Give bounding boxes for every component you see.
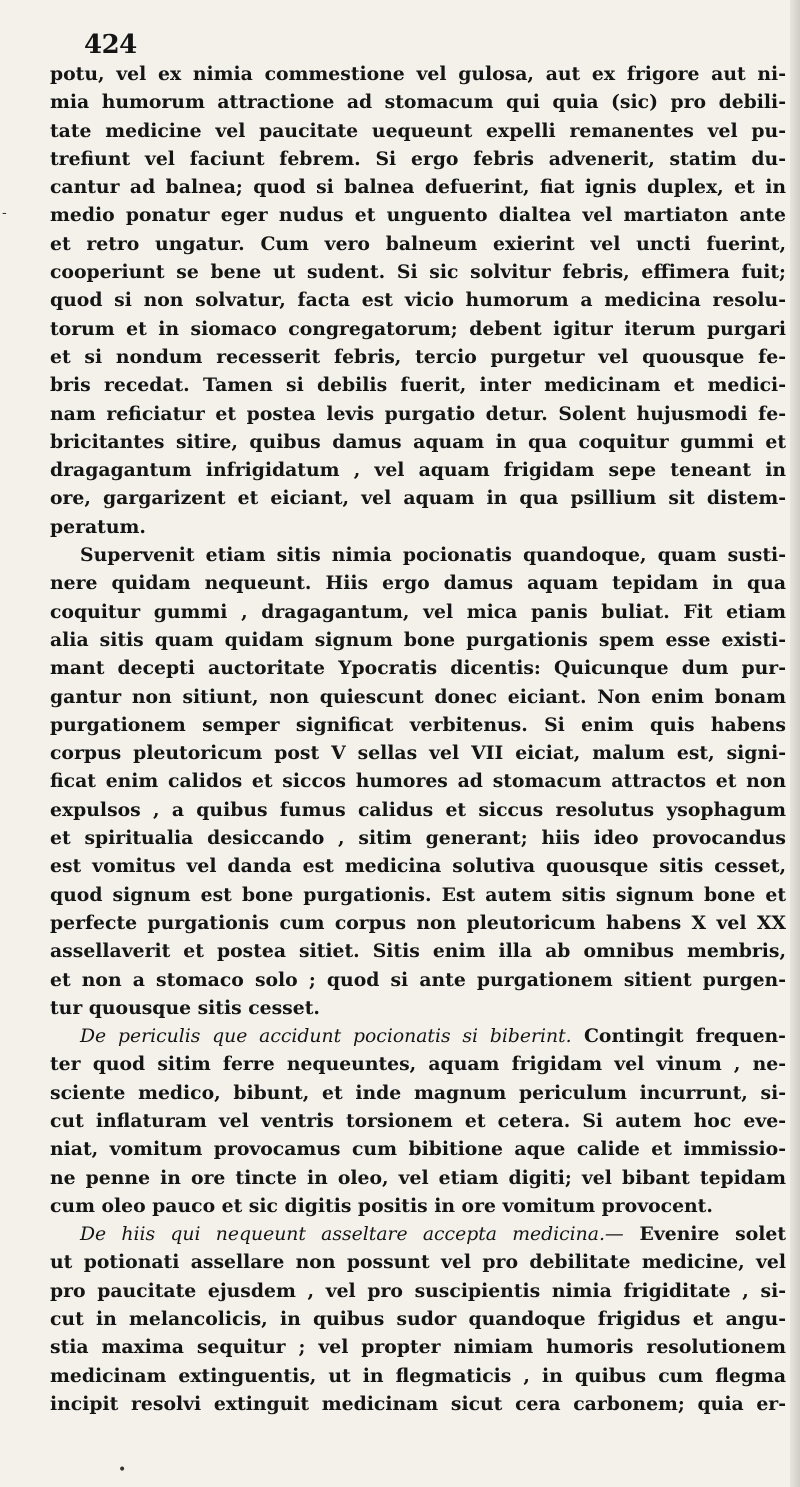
text-line bbox=[50, 258, 786, 286]
line-text: trefiunt vel faciunt febrem. Si ergo febris advenerit, statim du- bbox=[50, 147, 786, 170]
text-line bbox=[50, 88, 786, 116]
text-line bbox=[50, 626, 786, 654]
line-text: nam reficiatur et postea levis purgatio detur. Solent hujusmodi fe- bbox=[50, 402, 786, 425]
text-line bbox=[50, 428, 786, 456]
text-line bbox=[50, 1050, 786, 1078]
text-line bbox=[50, 230, 786, 258]
text-line bbox=[50, 343, 786, 371]
text-line bbox=[50, 1390, 786, 1418]
ink-speck: • bbox=[118, 1462, 127, 1478]
text-line bbox=[50, 1079, 786, 1107]
text-line bbox=[50, 824, 786, 852]
line-text: ore, gargarizent et eiciant, vel aquam in qua psillium sit distem- bbox=[50, 487, 786, 510]
line-text: quod si non solvatur, facta est vicio humorum a medicina resolu- bbox=[50, 289, 786, 312]
text-line bbox=[50, 315, 786, 343]
line-text: gantur non sitiunt, non quiescunt donec eiciant. Non enim bonam bbox=[50, 685, 786, 708]
line-text: torum et in siomaco congregatorum; debent igitur iterum purgari bbox=[50, 317, 786, 340]
text-line bbox=[50, 994, 786, 1022]
text-line bbox=[50, 739, 786, 767]
line-text: cantur ad balnea; quod si balnea defuerint, fiat ignis duplex, et in bbox=[50, 176, 786, 199]
line-text: Supervenit etiam sitis nimia pocionatis quandoque, quam susti- bbox=[80, 544, 786, 567]
page-number: 424 bbox=[84, 30, 137, 60]
line-text: quod signum est bone purgationis. Est autem sitis signum bone et bbox=[50, 883, 786, 906]
text-line bbox=[50, 1333, 786, 1361]
text-line bbox=[50, 286, 786, 314]
line-text: perfecte purgationis cum corpus non pleutoricum habens X vel XX bbox=[50, 911, 786, 934]
text-line bbox=[50, 1192, 786, 1220]
text-line bbox=[50, 513, 786, 541]
line-text: purgationem semper significat verbitenus. Si enim quis habens bbox=[50, 713, 786, 736]
ink-speck: - bbox=[2, 205, 7, 221]
text-line bbox=[50, 598, 786, 626]
line-text: et si nondum recesserit febris, tercio purgetur vel quousque fe- bbox=[50, 345, 786, 368]
line-text: stia maxima sequitur ; vel propter nimiam humoris resolutionem bbox=[50, 1336, 786, 1359]
line-text: bricitantes sitire, quibus damus aquam in qua coquitur gummi et bbox=[50, 430, 786, 453]
line-text: peratum. bbox=[50, 515, 146, 538]
line-text: pro paucitate ejusdem , vel pro suscipientis nimia frigiditate , si- bbox=[50, 1279, 786, 1302]
line-text: mant decepti auctoritate Ypocratis dicentis: Quicunque dum pur- bbox=[50, 657, 786, 680]
line-text: et spiritualia desiccando , sitim generant; hiis ideo provocandus bbox=[50, 827, 786, 850]
line-text: medicinam extinguentis, ut in flegmaticis , in quibus cum flegma bbox=[50, 1364, 786, 1387]
line-text: bris recedat. Tamen si debilis fuerit, inter medicinam et medici- bbox=[50, 374, 786, 397]
line-text: expulsos , a quibus fumus calidus et siccus resolutus ysophagum bbox=[50, 798, 786, 821]
line-text: cut in melancolicis, in quibus sudor quandoque frigidus et angu- bbox=[50, 1308, 786, 1331]
text-line bbox=[50, 683, 786, 711]
line-text: mia humorum attractione ad stomacum qui quia (sic) pro debili- bbox=[50, 91, 786, 114]
text-line bbox=[50, 173, 786, 201]
text-line bbox=[50, 1107, 786, 1135]
section-rubric: De periculis que accidunt pocionatis si biberint. bbox=[80, 1026, 572, 1048]
line-text: Contingit frequen- bbox=[571, 1025, 786, 1048]
line-text: incipit resolvi extinguit medicinam sicut cera carbonem; quia er- bbox=[50, 1392, 786, 1415]
text-line bbox=[50, 60, 786, 88]
line-text: medio ponatur eger nudus et unguento dialtea vel martiaton ante bbox=[50, 204, 786, 227]
body-text bbox=[50, 60, 786, 1418]
line-text: niat, vomitum provocamus cum bibitione aque calide et immissio- bbox=[50, 1138, 786, 1161]
text-line bbox=[50, 796, 786, 824]
text-line bbox=[50, 400, 786, 428]
line-text: alia sitis quam quidam signum bone purgationis spem esse existi- bbox=[50, 628, 786, 651]
section-rubric: De hiis qui nequeunt asseltare accepta medicina.— bbox=[80, 1224, 624, 1246]
line-text: ut potionati assellare non possunt vel pro debilitate medicine, vel bbox=[50, 1251, 786, 1274]
line-text: ter quod sitim ferre nequeuntes, aquam frigidam vel vinum , ne- bbox=[50, 1053, 786, 1076]
text-line bbox=[50, 1135, 786, 1163]
text-line bbox=[50, 711, 786, 739]
line-text: et non a stomaco solo ; quod si ante purgationem sitient purgen- bbox=[50, 968, 786, 991]
text-line bbox=[50, 569, 786, 597]
line-text: dragagantum infrigidatum , vel aquam frigidam sepe teneant in bbox=[50, 459, 786, 482]
text-line bbox=[50, 1248, 786, 1276]
page-edge-shadow bbox=[790, 0, 800, 1487]
text-line bbox=[50, 541, 786, 569]
text-line bbox=[50, 456, 786, 484]
line-text: tur quousque sitis cesset. bbox=[50, 996, 320, 1019]
text-line bbox=[50, 937, 786, 965]
text-line bbox=[50, 484, 786, 512]
line-text: cooperiunt se bene ut sudent. Si sic solvitur febris, effimera fuit; bbox=[50, 261, 786, 284]
text-line bbox=[50, 1305, 786, 1333]
line-text: ficat enim calidos et siccos humores ad stomacum attractos et non bbox=[50, 770, 786, 793]
text-line bbox=[50, 966, 786, 994]
text-line bbox=[50, 145, 786, 173]
text-line bbox=[50, 1277, 786, 1305]
line-text: coquitur gummi , dragagantum, vel mica panis buliat. Fit etiam bbox=[50, 600, 786, 623]
text-line bbox=[50, 1220, 786, 1248]
line-text: potu, vel ex nimia commestione vel gulosa, aut ex frigore aut ni- bbox=[50, 63, 786, 85]
text-line bbox=[50, 852, 786, 880]
line-text: cum oleo pauco et sic digitis positis in ore vomitum provocent. bbox=[50, 1194, 713, 1217]
line-text: et retro ungatur. Cum vero balneum exierint vel uncti fuerint, bbox=[50, 232, 786, 255]
line-text: ne penne in ore tincte in oleo, vel etiam digiti; vel bibant tepidam bbox=[50, 1166, 786, 1189]
line-text: sciente medico, bibunt, et inde magnum periculum incurrunt, si- bbox=[50, 1081, 786, 1104]
line-text: assellaverit et postea sitiet. Sitis enim illa ab omnibus membris, bbox=[50, 940, 786, 963]
text-line bbox=[50, 767, 786, 795]
line-text: tate medicine vel paucitate uequeunt expelli remanentes vel pu- bbox=[50, 119, 786, 142]
text-line bbox=[50, 1022, 786, 1050]
line-text: corpus pleutoricum post V sellas vel VII eiciat, malum est, signi- bbox=[50, 742, 786, 765]
text-line bbox=[50, 1362, 786, 1390]
text-line bbox=[50, 201, 786, 229]
text-line bbox=[50, 909, 786, 937]
text-line bbox=[50, 117, 786, 145]
text-line bbox=[50, 371, 786, 399]
line-text: nere quidam nequeunt. Hiis ergo damus aquam tepidam in qua bbox=[50, 572, 786, 595]
text-line bbox=[50, 654, 786, 682]
line-text: est vomitus vel danda est medicina solutiva quousque sitis cesset, bbox=[50, 855, 786, 878]
text-line bbox=[50, 1164, 786, 1192]
line-text: Evenire solet bbox=[623, 1223, 786, 1246]
text-line bbox=[50, 881, 786, 909]
line-text: cut inflaturam vel ventris torsionem et cetera. Si autem hoc eve- bbox=[50, 1109, 786, 1132]
